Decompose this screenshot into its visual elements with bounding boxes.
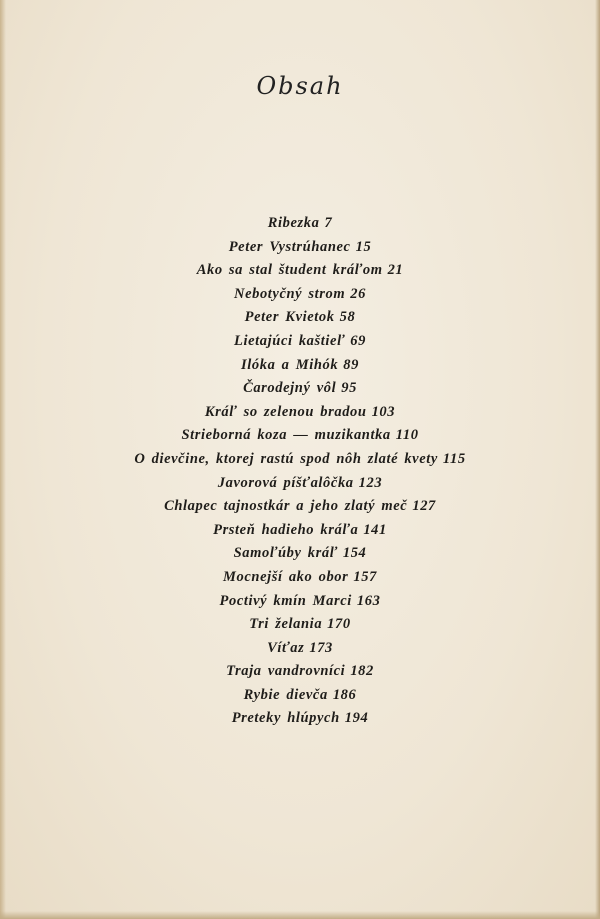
toc-entry-title: Mocnejší ako obor bbox=[223, 568, 349, 585]
toc-entry-title: Chlapec tajnostkár a jeho zlatý meč bbox=[164, 498, 408, 515]
toc-entry bbox=[0, 212, 600, 236]
toc-entry bbox=[0, 377, 600, 401]
toc-entry-page-number: 7 bbox=[324, 215, 333, 231]
toc-entry-page-number: 115 bbox=[442, 450, 466, 467]
toc-entry bbox=[0, 495, 600, 519]
toc-entry-title: Víťaz bbox=[267, 639, 305, 656]
toc-entry bbox=[0, 448, 600, 472]
toc-entry bbox=[0, 330, 600, 354]
toc-entry bbox=[0, 542, 600, 566]
toc-entry bbox=[0, 306, 600, 330]
toc-entry-page-number: 141 bbox=[363, 521, 387, 538]
toc-entry bbox=[0, 472, 600, 496]
toc-entry-title: Lietajúci kaštieľ bbox=[234, 332, 346, 349]
toc-entry-title: Samoľúby kráľ bbox=[233, 545, 338, 562]
toc-entry bbox=[0, 236, 600, 260]
toc-entry-page-number: 58 bbox=[339, 309, 356, 326]
page-title: Obsah bbox=[256, 72, 344, 100]
toc-entry-title: Tri želania bbox=[249, 616, 323, 633]
toc-entry-page-number: 186 bbox=[332, 686, 357, 703]
page-edge-bottom bbox=[0, 911, 600, 919]
toc-entry bbox=[0, 424, 600, 448]
toc-entry-title: O dievčine, ktorej rastú spod nôh zlaté kvety bbox=[134, 450, 438, 467]
toc-entry-title: Ako sa stal študent kráľom bbox=[196, 262, 383, 279]
toc-entry bbox=[0, 259, 600, 283]
toc-entry-title: Ribezka bbox=[267, 215, 320, 231]
toc-entry-title: Poctivý kmín Marci bbox=[219, 592, 352, 609]
toc-entry-title: Strieborná koza — muzikantka bbox=[181, 427, 391, 444]
table-of-contents bbox=[0, 212, 600, 731]
toc-entry-title: Preteky hlúpych bbox=[231, 710, 340, 727]
toc-entry-title: Peter Vystrúhanec bbox=[228, 238, 351, 255]
toc-entry bbox=[0, 684, 600, 708]
toc-entry bbox=[0, 354, 600, 378]
toc-entry-page-number: 123 bbox=[358, 474, 383, 491]
toc-entry-title: Nebotyčný strom bbox=[234, 285, 346, 302]
toc-entry bbox=[0, 660, 600, 684]
toc-entry-title: Prsteň hadieho kráľa bbox=[213, 521, 359, 538]
toc-entry-page-number: 95 bbox=[341, 380, 357, 397]
toc-entry-title: Ilóka a Mihók bbox=[241, 356, 339, 373]
toc-entry-title: Peter Kvietok bbox=[244, 309, 335, 326]
toc-entry-page-number: 15 bbox=[355, 238, 372, 255]
toc-entry bbox=[0, 637, 600, 661]
toc-entry-page-number: 154 bbox=[342, 545, 367, 562]
toc-entry-page-number: 157 bbox=[353, 568, 377, 585]
toc-entry bbox=[0, 519, 600, 543]
toc-entry bbox=[0, 283, 600, 307]
toc-entry-page-number: 170 bbox=[327, 616, 351, 633]
toc-entry bbox=[0, 401, 600, 425]
toc-entry-page-number: 163 bbox=[356, 592, 381, 609]
toc-entry-page-number: 21 bbox=[387, 262, 404, 279]
toc-entry-page-number: 103 bbox=[371, 403, 396, 420]
toc-entry-page-number: 89 bbox=[343, 356, 359, 373]
toc-entry-page-number: 173 bbox=[309, 639, 333, 656]
toc-entry bbox=[0, 590, 600, 614]
toc-entry bbox=[0, 707, 600, 731]
toc-entry-page-number: 182 bbox=[350, 663, 374, 680]
toc-entry-title: Rybie dievča bbox=[243, 686, 328, 703]
toc-entry-page-number: 127 bbox=[412, 498, 436, 515]
toc-entry-page-number: 110 bbox=[395, 427, 419, 444]
toc-entry-title: Javorová píšťalôčka bbox=[217, 474, 354, 491]
toc-entry bbox=[0, 566, 600, 590]
toc-entry-page-number: 194 bbox=[344, 710, 369, 727]
toc-entry-title: Kráľ so zelenou bradou bbox=[204, 403, 367, 420]
toc-entry-title: Čarodejný vôl bbox=[243, 380, 337, 397]
toc-entry-page-number: 69 bbox=[350, 332, 366, 349]
toc-entry-title: Traja vandrovníci bbox=[226, 663, 346, 680]
toc-entry-page-number: 26 bbox=[350, 285, 366, 302]
toc-entry bbox=[0, 613, 600, 637]
